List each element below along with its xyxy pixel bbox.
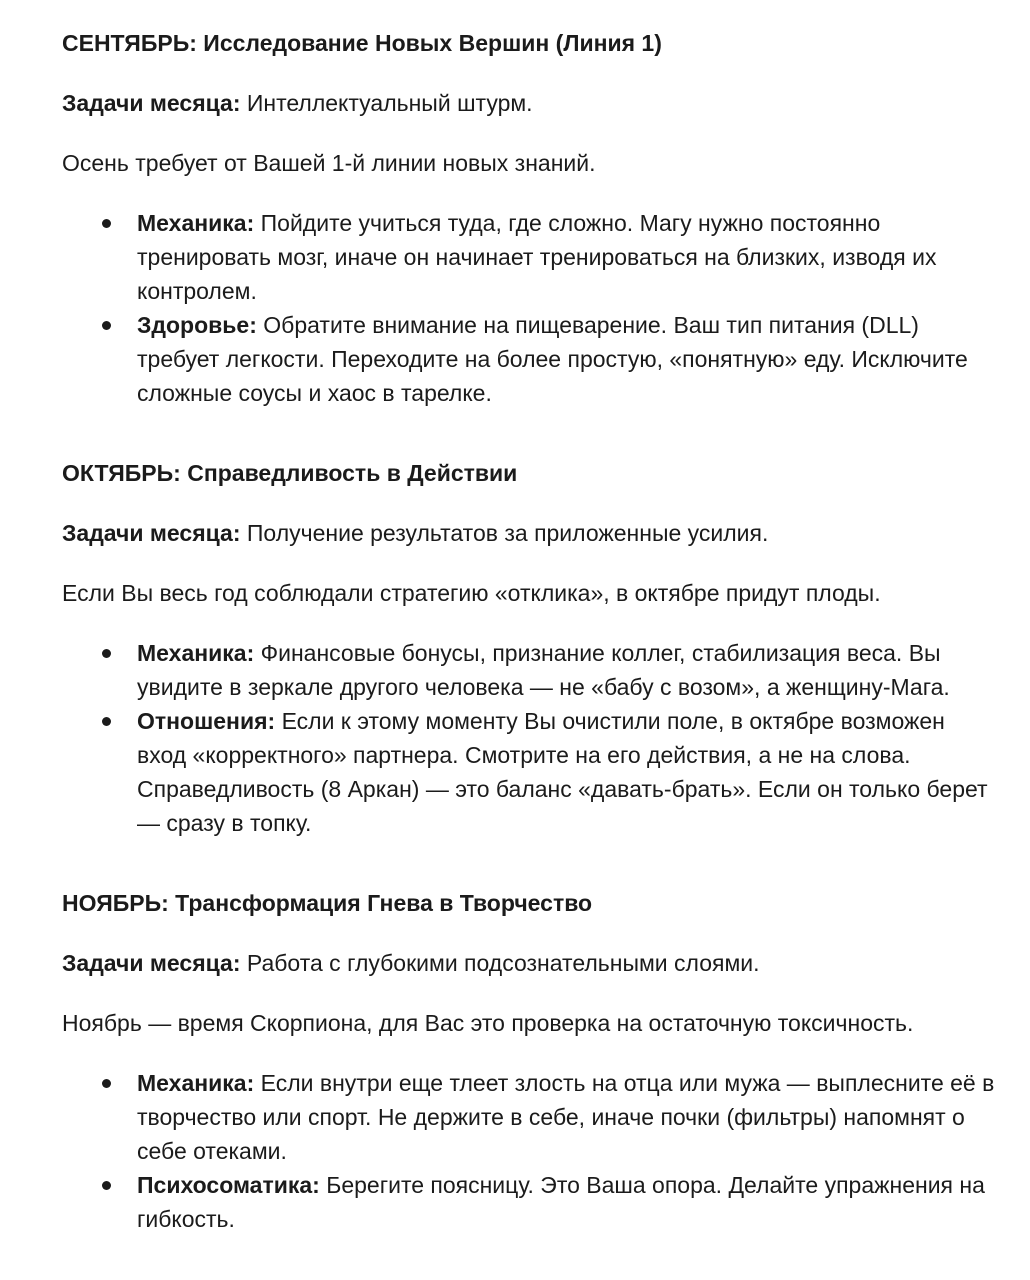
list-item-content: [137, 708, 988, 836]
list-item-content: [137, 210, 936, 304]
section-intro-september: Осень требует от Вашей 1-й линии новых знаний.: [62, 150, 596, 176]
bullet-icon: [102, 1181, 111, 1190]
list-item-content: [137, 640, 950, 700]
bullet-icon: [102, 321, 111, 330]
bullet-label: Отношения:: [137, 708, 276, 734]
list-item: [100, 1168, 1000, 1236]
list-item: [100, 206, 1000, 308]
tasks-label: Задачи месяца:: [62, 950, 241, 976]
bullet-icon: [102, 1079, 111, 1088]
section-heading-september: СЕНТЯБРЬ: Исследование Новых Вершин (Линия 1): [62, 30, 662, 56]
bullet-text: Пойдите учиться туда, где сложно. Магу нужно постоянно тренировать мозг, иначе он начинает тренироваться на близких, изводя их контролем.: [137, 210, 937, 304]
section-september: [62, 26, 1000, 410]
tasks-text: Работа с глубокими подсознательными слоями.: [246, 950, 760, 976]
tasks-label: Задачи месяца:: [62, 520, 241, 546]
section-october: [62, 456, 1000, 840]
bullet-text: Обратите внимание на пищеварение. Ваш тип питания (DLL) требует легкости. Переходите на более простую, «понятную» еду. Исключите сложные соусы и хаос в тарелке.: [137, 312, 968, 406]
bullet-text: Если внутри еще тлеет злость на отца или мужа — выплесните её в творчество или спорт. Не держите в себе, иначе почки (фильтры) напомнят о себе отеками.: [137, 1070, 995, 1164]
list-item: [100, 1066, 1000, 1168]
month-tasks-september: [62, 86, 1000, 120]
bullet-label: Здоровье:: [137, 312, 257, 338]
bullet-text: Финансовые бонусы, признание коллег, стабилизация веса. Вы увидите в зеркале другого человека — не «бабу с возом», а женщину-Мага.: [137, 640, 950, 700]
section-intro-november: Ноябрь — время Скорпиона, для Вас это проверка на остаточную токсичность.: [62, 1010, 914, 1036]
bullet-text: Берегите поясницу. Это Ваша опора. Делайте упражнения на гибкость.: [137, 1172, 985, 1232]
list-item: [100, 636, 1000, 704]
section-november: [62, 886, 1000, 1236]
list-item-content: [137, 1172, 985, 1232]
bullet-icon: [102, 219, 111, 228]
list-item-content: [137, 312, 968, 406]
list-item-content: [137, 1070, 994, 1164]
month-tasks-november: [62, 946, 1000, 980]
bullet-label: Механика:: [137, 1070, 255, 1096]
month-tasks-october: [62, 516, 1000, 550]
list-item: [100, 704, 1000, 840]
section-heading-november: НОЯБРЬ: Трансформация Гнева в Творчество: [62, 890, 593, 916]
tasks-text: Интеллектуальный штурм.: [246, 90, 533, 116]
tasks-text: Получение результатов за приложенные усилия.: [246, 520, 769, 546]
bullet-label: Механика:: [137, 210, 255, 236]
bullet-list-november: [62, 1066, 1000, 1236]
bullet-label: Механика:: [137, 640, 255, 666]
list-item: [100, 308, 1000, 410]
section-heading-october: ОКТЯБРЬ: Справедливость в Действии: [62, 460, 518, 486]
bullet-list-october: [62, 636, 1000, 840]
tasks-label: Задачи месяца:: [62, 90, 241, 116]
bullet-list-september: [62, 206, 1000, 410]
section-intro-october: Если Вы весь год соблюдали стратегию «отклика», в октябре придут плоды.: [62, 580, 881, 606]
bullet-icon: [102, 717, 111, 726]
bullet-label: Психосоматика:: [137, 1172, 320, 1198]
bullet-text: Если к этому моменту Вы очистили поле, в октябре возможен вход «корректного» партнера. Смотрите на его действия, а не на слова. Справедливость (8 Аркан) — это баланс «давать-брать». Если он только берет — сразу в топку.: [137, 708, 988, 836]
bullet-icon: [102, 649, 111, 658]
